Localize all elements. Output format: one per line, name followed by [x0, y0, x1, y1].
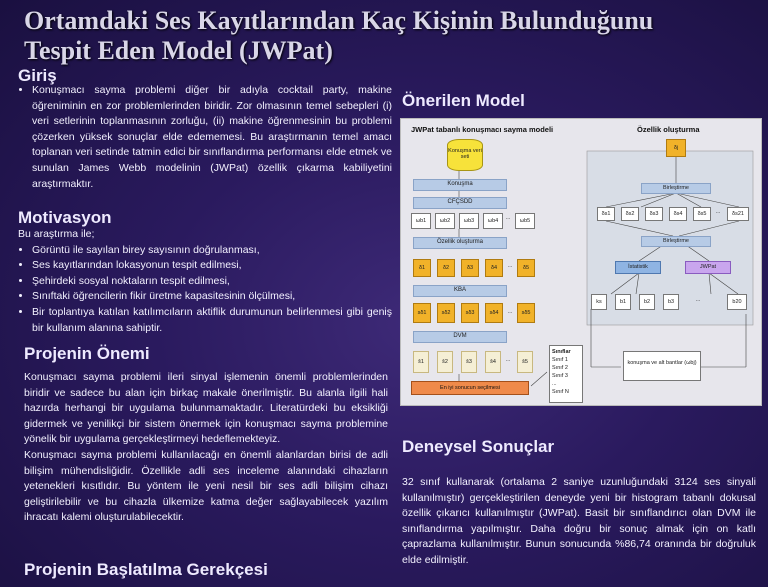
right-row2-box: ks	[591, 294, 607, 310]
heading-gerekce: Projenin Başlatılma Gerekçesi	[24, 560, 268, 579]
istatistik-box: İstatistik	[615, 261, 661, 274]
ellipsis: ...	[507, 263, 513, 269]
top-node: δj	[666, 139, 686, 157]
right-row2-box: b3	[663, 294, 679, 310]
diagram-left-title: JWPat tabanlı konuşmacı sayma modeli	[411, 125, 554, 134]
dataset-cylinder: Konuşma veri seti	[447, 139, 483, 171]
ellipsis: ...	[505, 357, 511, 363]
right-row1-box: δs2	[621, 207, 639, 221]
jwpat-box: JWPat	[685, 261, 731, 274]
ellipsis: ...	[695, 297, 701, 303]
s-box: ŝ5	[517, 351, 533, 373]
heading-giris: Giriş	[18, 66, 57, 85]
b-box: δ1	[413, 259, 431, 277]
class-item: Sınıf N	[552, 389, 569, 395]
s-box: ŝ3	[461, 351, 477, 373]
wd-box: ωb2	[435, 213, 455, 229]
class-item: ...	[552, 381, 557, 387]
class-item: Sınıf 3	[552, 373, 568, 379]
s-box: ŝ2	[437, 351, 453, 373]
bar-kba: KBA	[413, 285, 507, 297]
class-item: Sınıf 2	[552, 365, 568, 371]
motivasyon-item: • Bir toplantıya katılan katılımcıların aktiflik durumunun belirlenmesi gibi geniş bir kullanım alanına sahiptir.	[32, 305, 392, 336]
heading-motivasyon: Motivasyon	[18, 208, 112, 227]
heading-sonuclar: Deneysel Sonuçlar	[402, 437, 555, 456]
wd-box: ωb3	[459, 213, 479, 229]
onem-section	[24, 370, 388, 526]
heading-model: Önerilen Model	[402, 91, 525, 110]
onem-paragraph-1: Konuşmacı sayma problemi ileri sinyal işlemenin önemli problemlerinden biridir ve sadece bu alan için birkaç makale önerilmiştir. Bu alanla ilgili hali hazırda herhangi bir uygulama bulunmamaktadır. Literatürdeki bu eksikliği gidermek ve yenilikçi bir sistem önermek için konuşmacı sayma problemine yönelik bir uygulama gerçekleştirmeyi hedeflemekteyiz.	[24, 371, 388, 446]
right-row1-box: δs4	[669, 207, 687, 221]
b-box: δ4	[485, 259, 503, 277]
output-box: konuşma ve alt bantlar (ωbj)	[623, 351, 701, 381]
right-row2-box: b2	[639, 294, 655, 310]
ellipsis: ...	[507, 309, 513, 315]
giris-text: • Konuşmacı sayma problemi diğer bir adıyla cocktail party, makine öğreniminin en zor problemlerinden biridir. Zor olmasının temel sebepleri (i) veri setlerinin toplanmasının zorluğu, (ii) makine öğrenmesinin bu problemi çözerken yüksek sonuçlar elde edememesi. Bu araştırmanın temel amacı toplanan veri setinde tatmin edici bir sınıflandırma performansı elde etmek ve sunulan James Webb modelinin (JWPat) özellik çıkarma kabiliyetini araştırmaktır.	[32, 83, 392, 192]
bar-ozellik: Özellik oluşturma	[413, 237, 507, 249]
sd-box: sδ4	[485, 303, 503, 323]
motivasyon-item: • Ses kayıtlarından lokasyonun tespit edilmesi,	[32, 258, 392, 274]
motivasyon-item: • Görüntü ile sayılan birey sayısının doğrulanması,	[32, 243, 392, 259]
right-row1-box: δs1	[597, 207, 615, 221]
wd-box: ωb4	[483, 213, 503, 229]
b-box: δ2	[437, 259, 455, 277]
b-box: δ5	[517, 259, 535, 277]
wd-box: ωb5	[515, 213, 535, 229]
motivasyon-section	[18, 227, 392, 336]
motivasyon-item: • Şehirdeki sosyal noktaların tespit edilmesi,	[32, 274, 392, 290]
giris-section	[18, 83, 392, 192]
s-box: ŝ1	[413, 351, 429, 373]
sd-box: sδ2	[437, 303, 455, 323]
ellipsis: ...	[505, 215, 511, 221]
motivasyon-item: • Sınıftaki öğrencilerin fikir üretme kapasitesinin ölçülmesi,	[32, 289, 392, 305]
birlestirme-bar-2: Birleştirme	[641, 236, 711, 247]
sd-box: sδ5	[517, 303, 535, 323]
bar-konusma: Konuşma	[413, 179, 507, 191]
bar-cfcsdd: CFÇSDD	[413, 197, 507, 209]
page-title: Ortamdaki Ses Kayıtlarından Kaç Kişinin Bulunduğunu Tespit Eden Model (JWPat)	[24, 6, 654, 65]
onem-paragraph-2: Konuşmacı sayma problemi kullanılacağı en önemli alanlardan birisi de adli bilişim mühendisliğidir. Özellikle adli ses inceleme alanındaki cihazların yetenekleri kısıtlıdır. Bu yöntem ile yeni nesil bir ses adli bilişim cihazı geliştirilebilir ve bu cihazla ülkemize katma değer sağlayabilecek yazılım ihracatı kalemi oluşturulabilecektir.	[24, 448, 388, 524]
motivasyon-intro: Bu araştırma ile;	[18, 228, 95, 240]
right-row1-box: δs21	[727, 207, 749, 221]
heading-onem: Projenin Önemi	[24, 344, 150, 363]
classes-box	[549, 345, 583, 403]
bar-dvm: DVM	[413, 331, 507, 343]
sonuclar-text: 32 sınıf kullanarak (ortalama 2 saniye uzunluğundaki 3124 ses sinyali kullanılmıştır) gerçekleştirilen deneyde yeni bir histogram tabanlı dokusal özellik çıkarıcı kullanılmıştır (JWPat). Basit bir sınıflandırıcı olan DVM ile sınıflandırma yapılmıştır. Daha doğru bir sonuç almak için on katlı çaprazlama kullanılmıştır. Bunun sonucunda %86,74 oranında bir doğruluk elde edilmiştir.	[402, 476, 756, 566]
model-diagram	[400, 118, 762, 406]
right-row1-box: δs5	[693, 207, 711, 221]
ellipsis: ...	[715, 209, 721, 215]
wd-box: ωb1	[411, 213, 431, 229]
sd-box: sδ1	[413, 303, 431, 323]
right-row2-box: b1	[615, 294, 631, 310]
birlestirme-bar-1: Birleştirme	[641, 183, 711, 194]
diagram-right-title: Özellik oluşturma	[637, 125, 700, 134]
best-result-box: En iyi sonucun seçilmesi	[411, 381, 529, 395]
right-row1-box: δs3	[645, 207, 663, 221]
s-box: ŝ4	[485, 351, 501, 373]
right-row2-box: b20	[727, 294, 747, 310]
classes-title: Sınıflar	[552, 349, 571, 355]
b-box: δ3	[461, 259, 479, 277]
class-item: Sınıf 1	[552, 357, 568, 363]
sd-box: sδ3	[461, 303, 479, 323]
